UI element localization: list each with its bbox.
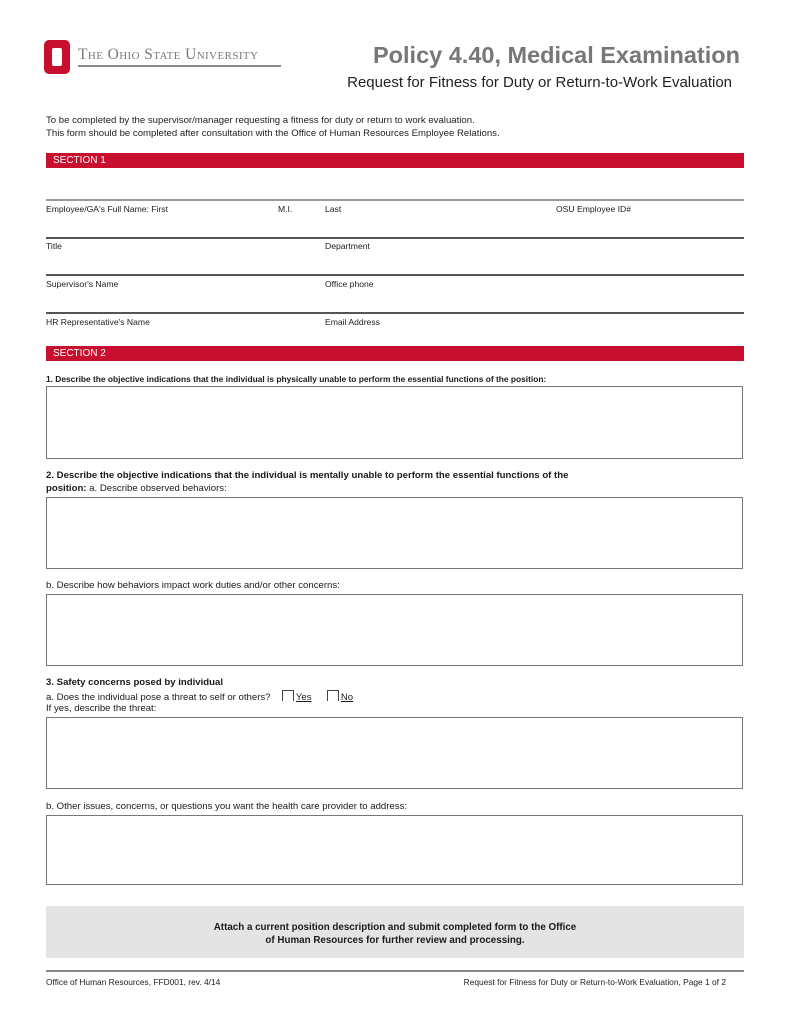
section-2-header: SECTION 2 [46,346,744,361]
question-2-label-cont: position: [46,483,87,494]
section-1-header: SECTION 1 [46,153,744,168]
notice-line-1: Attach a current position description and submit completed form to the Office [213,922,577,933]
intro-line-2: This form should be completed after consultation with the Office of Human Resources Employee Relations. [46,128,500,139]
notice-line-2: of Human Resources for further review and processing. [265,935,525,946]
question-3a-answer-box[interactable] [46,717,743,789]
yes-option-label: Yes [295,692,312,703]
question-2a-text: a. Describe observed behaviors: [86,483,227,494]
question-3-label: 3. Safety concerns posed by individual [46,677,224,688]
supervisor-name-label: Supervisor's Name [46,279,119,289]
question-2a-answer-box[interactable] [46,497,743,569]
title-label: Title [46,241,62,251]
document-subtitle: Request for Fitness for Duty or Return-to-Work Evaluation [347,74,732,91]
first-name-label: Employee/GA's Full Name: First [46,204,168,214]
no-checkbox[interactable] [327,690,339,701]
osu-logo-icon [44,40,70,74]
question-3b-label: b. Other issues, concerns, or questions you want the health care provider to address: [46,801,408,812]
department-label: Department [325,241,370,251]
email-label: Email Address [325,317,380,327]
question-3a-row [46,690,353,703]
footer-left: Office of Human Resources, FFD001, rev. 4/14 [46,977,221,987]
hr-rep-name-label: HR Representative's Name [46,317,150,327]
employee-id-label: OSU Employee ID# [556,204,631,214]
footer-divider [46,970,744,972]
question-3a-label: a. Does the individual pose a threat to self or others? [46,692,271,703]
university-name-underline [78,65,281,67]
yes-checkbox[interactable] [282,690,294,701]
office-phone-label: Office phone [325,279,374,289]
name-row-line[interactable] [46,199,744,201]
university-name: The Ohio State University [78,46,259,63]
no-option-label: No [340,692,354,703]
question-1-label: 1. Describe the objective indications that the individual is physically unable to perform the essential functions of the position: [46,374,547,384]
question-2-label: 2. Describe the objective indications that the individual is mentally unable to perform the essential functions of the [46,470,569,481]
question-3b-answer-box[interactable] [46,815,743,885]
question-1-answer-box[interactable] [46,386,743,459]
question-2b-answer-box[interactable] [46,594,743,666]
footer-right: Request for Fitness for Duty or Return-to-Work Evaluation, Page 1 of 2 [463,977,726,987]
submission-notice [46,906,744,958]
question-2b-label: b. Describe how behaviors impact work duties and/or other concerns: [46,580,340,591]
supervisor-row-line[interactable] [46,274,744,276]
last-name-label: Last [325,204,342,214]
document-title: Policy 4.40, Medical Examination [372,42,740,68]
hr-row-line[interactable] [46,312,744,314]
middle-initial-label: M.I. [278,204,293,214]
title-row-line[interactable] [46,237,744,239]
intro-line-1: To be completed by the supervisor/manager requesting a fitness for duty or return to work evaluation. [46,115,475,126]
question-2a-label [46,483,227,494]
question-3a-describe-label: If yes, describe the threat: [46,703,157,714]
